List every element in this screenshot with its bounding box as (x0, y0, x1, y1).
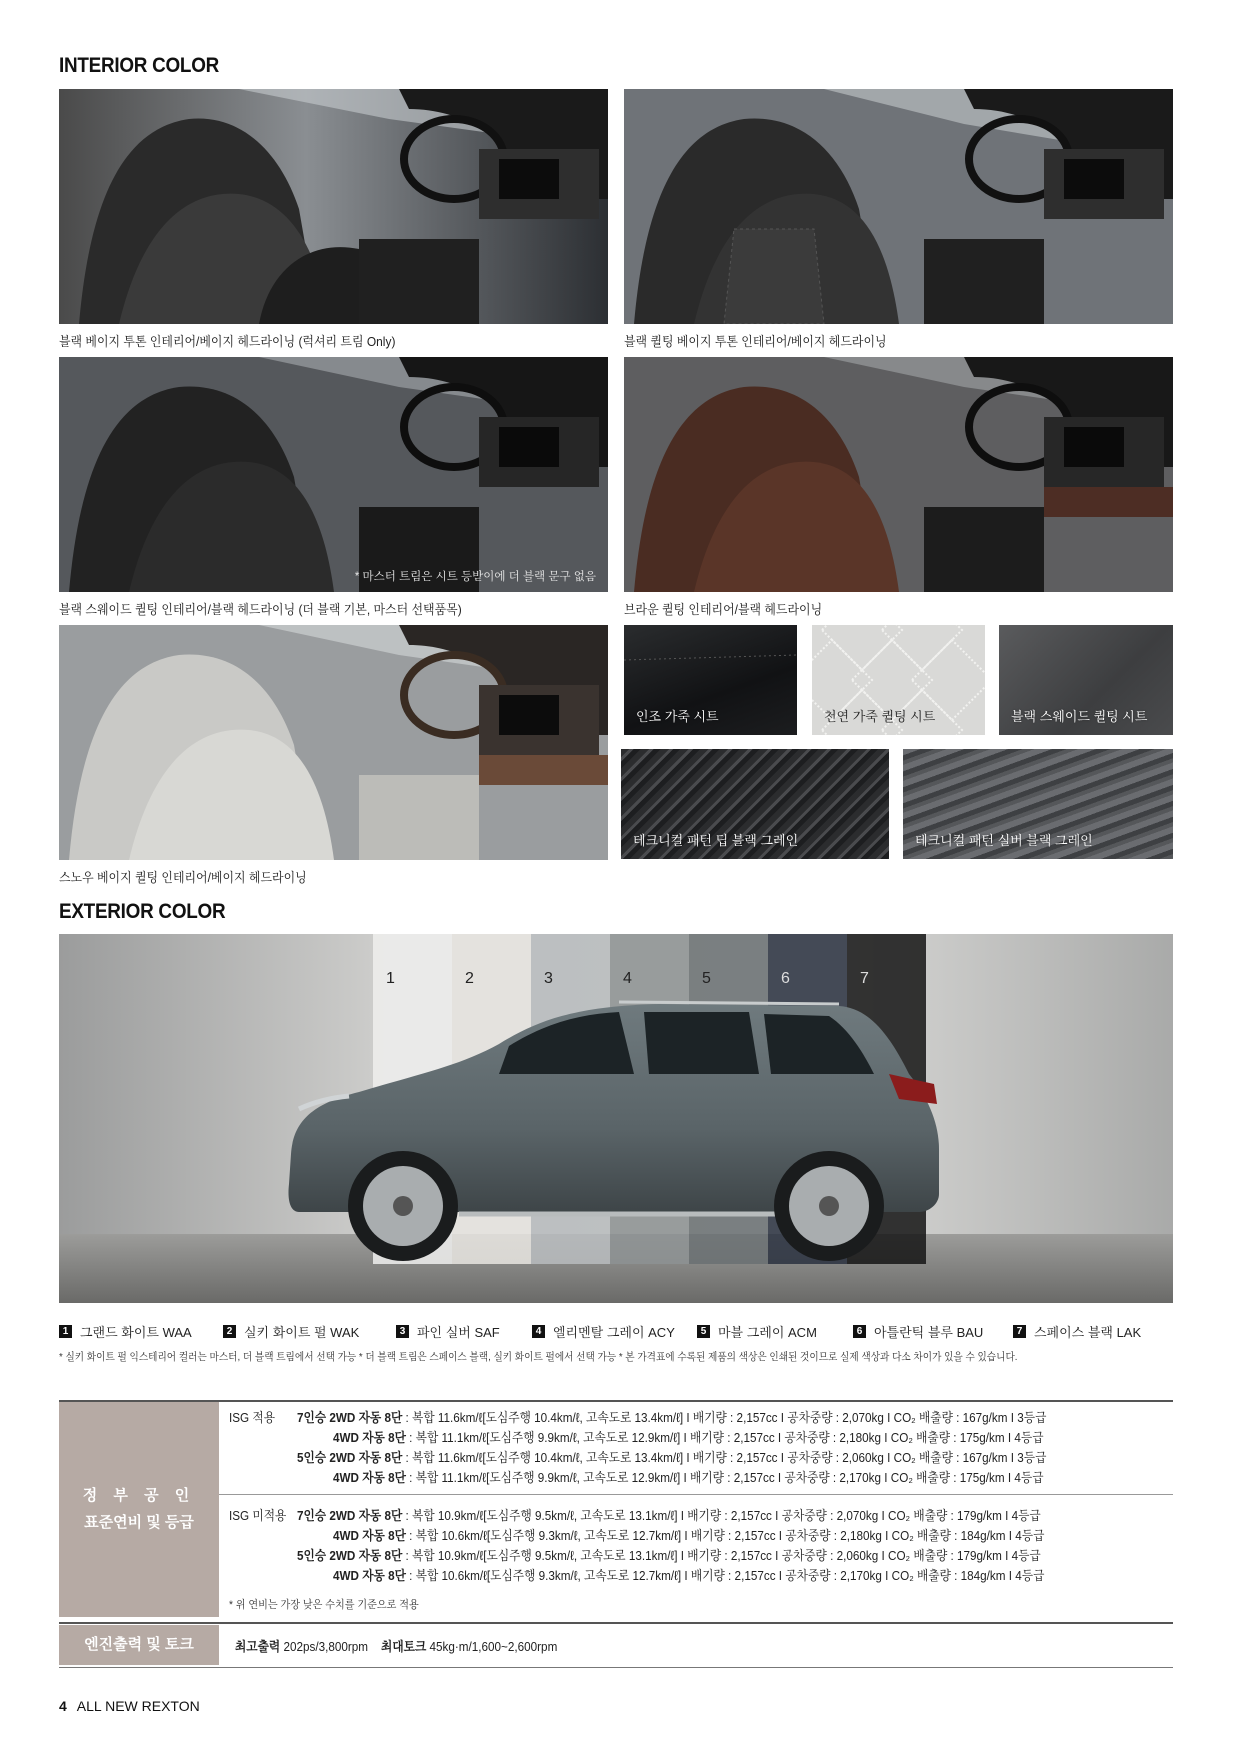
color-number-5: 5 (702, 970, 711, 987)
color-number-7: 7 (860, 970, 869, 987)
color-legend-7: 7 스페이스 블랙 LAK (1013, 1322, 1141, 1341)
max-torque-label: 최대토크 (381, 1639, 427, 1654)
swatch-label-3: 블랙 스웨이드 퀼팅 시트 (1011, 709, 1148, 724)
swatch-label-5: 테크니컬 패턴 실버 블랙 그레인 (915, 833, 1093, 848)
color-number-6: 6 (781, 970, 790, 987)
swatch-synthetic-leather (624, 625, 797, 735)
interior-caption-2: 블랙 퀼팅 베이지 투톤 인테리어/베이지 헤드라이닝 (624, 334, 887, 349)
fuel-economy-header (59, 1402, 219, 1617)
interior-caption-1: 블랙 베이지 투톤 인테리어/베이지 헤드라이닝 (럭셔리 트림 Only) (59, 334, 396, 349)
swatch-technical-deep-black (621, 749, 889, 859)
model-name: ALL NEW REXTON (76, 1698, 200, 1714)
isg-row-1: 7인승 2WD 자동 8단 : 복합 11.6km/ℓ[도심주행 10.4km/ℓ, 고속도로 13.4km/ℓ] I 배기량 : 2,157cc I 공차중량 : 2,070kg I CO₂ 배출량 : 167g/km I 3등급 (297, 1410, 1047, 1425)
fuel-header-line2: 표준연비 및 등급 (84, 1514, 194, 1531)
isg-label: ISG 적용 (229, 1410, 276, 1425)
interior-section-title: INTERIOR COLOR (59, 54, 220, 77)
interior-photo-black-quilting-beige (624, 89, 1173, 324)
color-legend-3: 3 파인 실버 SAF (396, 1322, 500, 1341)
interior-photo-black-suede (59, 357, 608, 592)
spec-top-rule (59, 1400, 1173, 1402)
spec-bottom-rule (59, 1667, 1173, 1668)
color-number-1: 1 (386, 970, 395, 987)
color-legend-5: 5 마블 그레이 ACM (697, 1322, 817, 1341)
interior-caption-5: 스노우 베이지 퀼팅 인테리어/베이지 헤드라이닝 (59, 870, 307, 885)
max-torque-value: 45kg·m/1,600~2,600rpm (429, 1639, 558, 1654)
page-footer (59, 1698, 200, 1714)
interior-photo-black-beige (59, 89, 608, 324)
non-isg-row-4: 4WD 자동 8단 : 복합 10.6km/ℓ[도심주행 9.3km/ℓ, 고속도로 12.7km/ℓ] I 배기량 : 2,157cc I 공차중량 : 2,170kg I CO₂ 배출량 : 184g/km I 4등급 (333, 1568, 1045, 1583)
color-number-4: 4 (623, 970, 632, 987)
max-power-value: 202ps/3,800rpm (283, 1639, 369, 1654)
color-legend-6: 6 아틀란틱 블루 BAU (853, 1322, 983, 1341)
spec-engine-top-rule (59, 1622, 1173, 1624)
swatch-technical-silver-black (903, 749, 1173, 859)
non-isg-row-3: 5인승 2WD 자동 8단 : 복합 10.9km/ℓ[도심주행 9.5km/ℓ, 고속도로 13.1km/ℓ] I 배기량 : 2,157cc I 공차중량 : 2,060kg I CO₂ 배출량 : 179g/km I 4등급 (297, 1548, 1041, 1563)
color-legend-2: 2 실키 화이트 펄 WAK (223, 1322, 359, 1341)
swatch-label-2: 천연 가죽 퀼팅 시트 (824, 709, 936, 724)
interior-photo-brown-quilting (624, 357, 1173, 592)
master-trim-note: * 마스터 트림은 시트 등받이에 더 블랙 문구 없음 (354, 571, 596, 583)
fuel-header-line1: 정 부 공 인 (82, 1487, 196, 1504)
non-isg-row-2: 4WD 자동 8단 : 복합 10.6km/ℓ[도심주행 9.3km/ℓ, 고속도로 12.7km/ℓ] I 배기량 : 2,157cc I 공차중량 : 2,180kg I CO₂ 배출량 : 184g/km I 4등급 (333, 1528, 1045, 1543)
color-number-3: 3 (544, 970, 553, 987)
exterior-car-photo (59, 934, 1173, 1303)
color-legend-4: 4 엘리멘탈 그레이 ACY (532, 1322, 675, 1341)
max-power-label: 최고출력 (235, 1639, 281, 1654)
interior-caption-4: 브라운 퀼팅 인테리어/블랙 헤드라이닝 (624, 602, 823, 617)
engine-specs (235, 1636, 557, 1655)
swatch-black-suede-quilting (999, 625, 1173, 735)
swatch-label-1: 인조 가죽 시트 (636, 709, 719, 724)
interior-photo-snow-beige (59, 625, 608, 860)
isg-row-2: 4WD 자동 8단 : 복합 11.1km/ℓ[도심주행 9.9km/ℓ, 고속도로 12.9km/ℓ] I 배기량 : 2,157cc I 공차중량 : 2,180kg I CO₂ 배출량 : 175g/km I 4등급 (333, 1430, 1044, 1445)
interior-caption-3: 블랙 스웨이드 퀼팅 인테리어/블랙 헤드라이닝 (더 블랙 기본, 마스터 선택품목) (59, 602, 462, 617)
color-number-2: 2 (465, 970, 474, 987)
non-isg-label: ISG 미적용 (229, 1508, 287, 1523)
color-legend-1: 1 그랜드 화이트 WAA (59, 1322, 192, 1341)
swatch-label-4: 테크니컬 패턴 딥 블랙 그레인 (633, 833, 799, 848)
spec-mid-rule (219, 1494, 1173, 1495)
exterior-footnote: * 실키 화이트 펄 익스테리어 컬러는 마스터, 더 블랙 트림에서 선택 가능 * 더 블랙 트림은 스페이스 블랙, 실키 화이트 펄에서 선택 가능 * 본 가격표에 수록된 제품의 색상은 인쇄된 것이므로 실제 색상과 다소 차이가 있을 수 있습니다. (59, 1351, 1018, 1363)
non-isg-row-1: 7인승 2WD 자동 8단 : 복합 10.9km/ℓ[도심주행 9.5km/ℓ, 고속도로 13.1km/ℓ] I 배기량 : 2,157cc I 공차중량 : 2,070kg I CO₂ 배출량 : 179g/km I 4등급 (297, 1508, 1041, 1523)
page-number: 4 (59, 1698, 67, 1714)
isg-row-3: 5인승 2WD 자동 8단 : 복합 11.6km/ℓ[도심주행 10.4km/ℓ, 고속도로 13.4km/ℓ] I 배기량 : 2,157cc I 공차중량 : 2,060kg I CO₂ 배출량 : 167g/km I 3등급 (297, 1450, 1047, 1465)
exterior-section-title: EXTERIOR COLOR (59, 900, 226, 923)
swatch-natural-leather-quilting (812, 625, 985, 735)
engine-header: 엔진출력 및 토크 (59, 1625, 219, 1665)
isg-row-4: 4WD 자동 8단 : 복합 11.1km/ℓ[도심주행 9.9km/ℓ, 고속도로 12.9km/ℓ] I 배기량 : 2,157cc I 공차중량 : 2,170kg I CO₂ 배출량 : 175g/km I 4등급 (333, 1470, 1044, 1485)
fuel-note: * 위 연비는 가장 낮은 수치를 기준으로 적용 (229, 1599, 419, 1611)
